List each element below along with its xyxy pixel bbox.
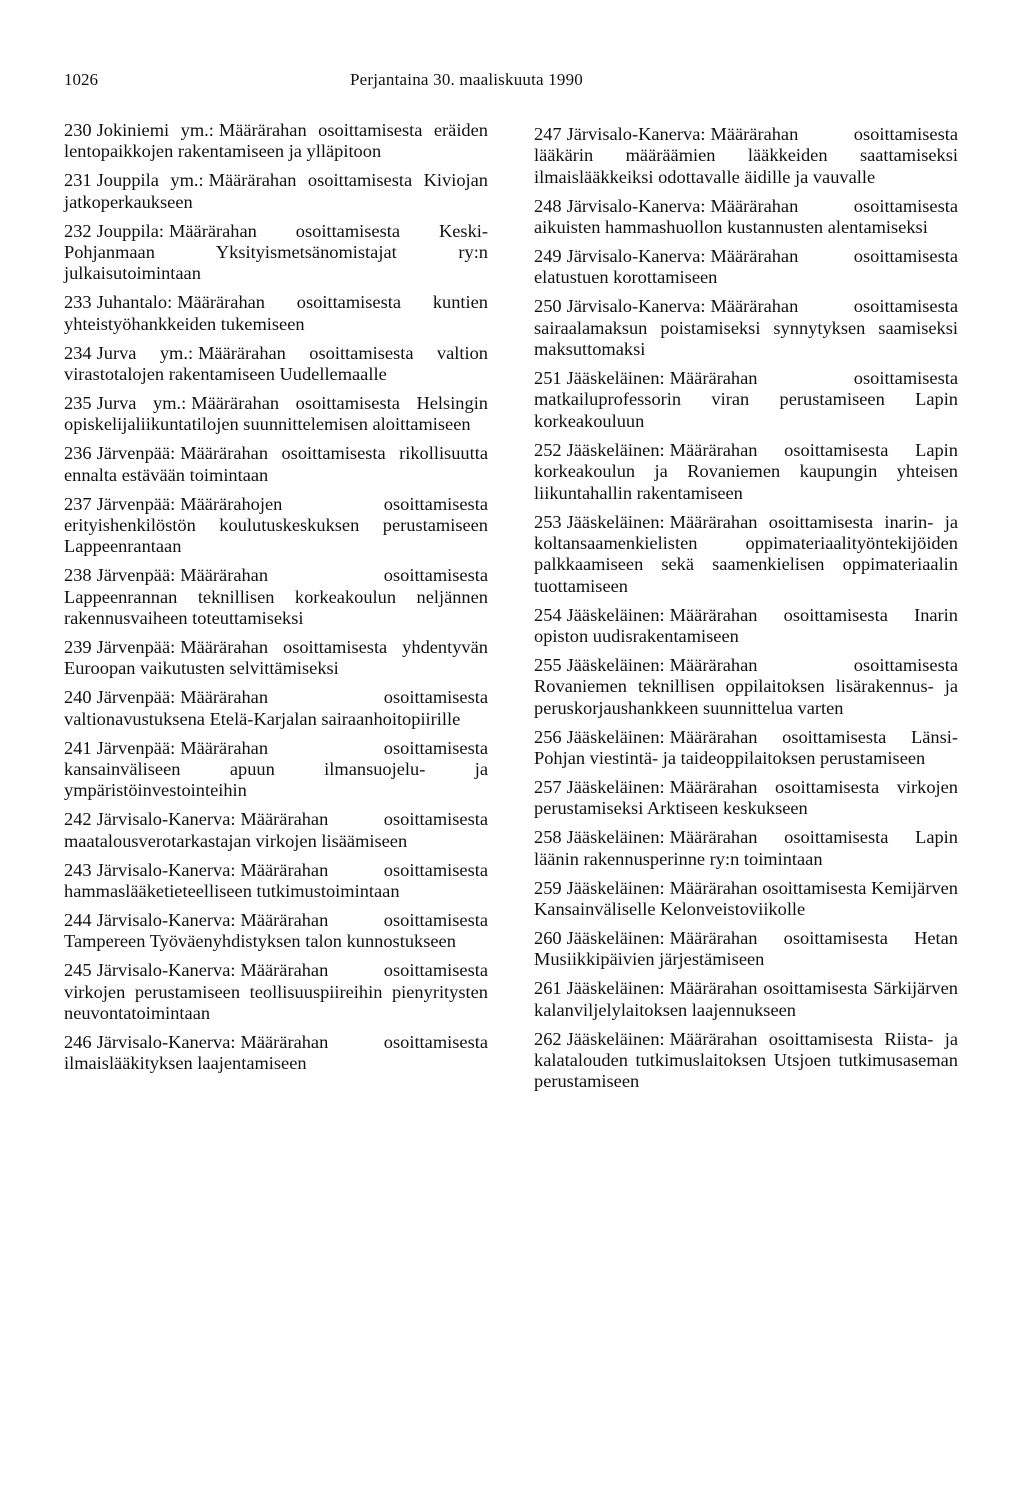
running-header xyxy=(64,68,624,92)
motion-number: 256 xyxy=(534,726,562,747)
motion-number: 255 xyxy=(534,654,562,675)
motion-title: Määrärahojen osoittamisesta erityishenkilöstön koulutuskeskuksen perustamiseen Lappeenrantaan xyxy=(64,493,488,557)
motion-entry xyxy=(534,512,958,598)
motion-title: Määrärahan osoittamisesta inarin- ja koltansaamenkielisten oppimateriaalityöntekijöiden palkkaamiseen sekä saamenkielisen oppimateriaalin tuottamiseen xyxy=(534,511,958,596)
motion-title: Määrärahan osoittamisesta ilmaislääkityksen laajentamiseen xyxy=(64,1032,488,1074)
motion-title: Määrärahan osoittamisesta lääkärin määräämien lääkkeiden saattamiseksi ilmaislääkkeiksi odottavalle äidille ja vauvalle xyxy=(534,124,958,187)
motion-title: Määrärahan osoittamisesta Länsi-Pohjan viestintä- ja taideoppilaitoksen perustamiseen xyxy=(534,726,958,769)
motion-number: 254 xyxy=(534,604,562,625)
motion-proposer: Jääskeläinen: xyxy=(566,1028,665,1049)
motion-entry xyxy=(534,878,958,921)
motion-title: Määrärahan osoittamisesta Kiviojan jatkoperkaukseen xyxy=(64,170,488,212)
motion-number: 241 xyxy=(64,737,92,758)
motion-title: Määrärahan osoittamisesta eräiden lentopaikkojen rakentamiseen ja ylläpitoon xyxy=(64,120,488,162)
motion-proposer: Jokiniemi ym.: xyxy=(96,120,214,140)
motion-title: Määrärahan osoittamisesta aikuisten hammashuollon kustannusten alentamiseksi xyxy=(534,195,958,238)
motion-entry xyxy=(64,1032,488,1075)
motion-entry xyxy=(534,827,958,870)
motion-number: 252 xyxy=(534,439,562,460)
motion-proposer: Järvisalo-Kanerva: xyxy=(566,246,706,267)
motion-number: 243 xyxy=(64,859,92,880)
motion-proposer: Järvisalo-Kanerva: xyxy=(96,1032,236,1053)
motion-entry xyxy=(534,246,958,289)
motion-proposer: Järvenpää: xyxy=(96,565,176,586)
motion-proposer: Järvisalo-Kanerva: xyxy=(566,195,706,216)
motion-entry xyxy=(64,221,488,285)
motion-number: 246 xyxy=(64,1032,92,1053)
motion-number: 231 xyxy=(64,170,92,191)
motion-proposer: Jääskeläinen: xyxy=(566,439,665,460)
motion-number: 237 xyxy=(64,493,92,514)
motion-title: Määrärahan osoittamisesta Kemijärven Kansainväliselle Kelonveistoviikolle xyxy=(534,877,958,919)
motion-entry xyxy=(64,860,488,903)
motion-proposer: Jääskeläinen: xyxy=(566,978,665,999)
motion-entry xyxy=(64,494,488,558)
motion-number: 247 xyxy=(534,124,562,144)
motion-proposer: Jääskeläinen: xyxy=(566,776,665,797)
motion-proposer: Järvisalo-Kanerva: xyxy=(96,859,236,880)
motion-number: 251 xyxy=(534,368,562,389)
motion-number: 260 xyxy=(534,927,562,948)
motion-number: 257 xyxy=(534,776,562,797)
motion-title: Määrärahan osoittamisesta Hetan Musiikkipäivien järjestämiseen xyxy=(534,927,958,970)
motion-proposer: Järvenpää: xyxy=(96,737,176,758)
motion-proposer: Jääskeläinen: xyxy=(566,827,665,848)
motion-number: 242 xyxy=(64,809,92,830)
motion-title: Määrärahan osoittamisesta hammaslääketieteelliseen tutkimustoimintaan xyxy=(64,859,488,902)
right-column xyxy=(534,124,958,1100)
motion-number: 258 xyxy=(534,827,562,848)
motion-proposer: Jouppila ym.: xyxy=(96,170,204,191)
motion-proposer: Jääskeläinen: xyxy=(566,726,665,747)
motion-proposer: Järvenpää: xyxy=(96,443,176,464)
motion-proposer: Juhantalo: xyxy=(96,292,173,313)
motion-title: Määrärahan osoittamisesta valtion virastotalojen rakentamiseen Uudellemaalle xyxy=(64,342,488,385)
header-date: Perjantaina 30. maaliskuuta 1990 xyxy=(350,70,584,89)
motion-title: Määrärahan osoittamisesta maatalousverotarkastajan virkojen lisäämiseen xyxy=(64,809,488,851)
page-number: 1026 xyxy=(64,70,98,89)
motion-entry xyxy=(64,565,488,629)
motion-proposer: Jouppila: xyxy=(96,220,165,241)
motion-proposer: Jääskeläinen: xyxy=(566,927,665,948)
motion-number: 250 xyxy=(534,296,562,317)
motion-entry xyxy=(534,727,958,770)
motion-proposer: Jääskeläinen: xyxy=(566,368,665,389)
motion-number: 262 xyxy=(534,1028,562,1049)
motion-entry xyxy=(534,978,958,1021)
motion-entry xyxy=(64,443,488,486)
motion-entry xyxy=(64,738,488,802)
motion-title: Määrärahan osoittamisesta virkojen perustamiseksi Arktiseen keskukseen xyxy=(534,776,958,819)
motion-entry xyxy=(534,196,958,239)
motion-entry xyxy=(64,960,488,1024)
motion-title: Määrärahan osoittamisesta rikollisuutta ennalta estävään toimintaan xyxy=(64,443,488,485)
motion-number: 236 xyxy=(64,443,92,464)
motion-entry xyxy=(64,292,488,335)
motion-entry xyxy=(64,809,488,852)
motion-title: Määrärahan osoittamisesta Särkijärven kalanviljelylaitoksen laajennukseen xyxy=(534,978,958,1020)
motion-number: 233 xyxy=(64,292,92,313)
motion-title: Määrärahan osoittamisesta kansainväliseen apuun ilmansuojelu- ja ympäristöinvestointeihin xyxy=(64,737,488,801)
motion-title: Määrärahan osoittamisesta Rovaniemen teknillisen oppilaitoksen lisärakennus- ja peruskorjaushankkeen suunnittelua varten xyxy=(534,654,958,718)
motion-entry xyxy=(64,637,488,680)
motion-proposer: Jurva ym.: xyxy=(96,392,187,413)
motion-entry xyxy=(64,343,488,386)
motion-entry xyxy=(534,1029,958,1093)
motion-entry xyxy=(534,368,958,432)
motion-number: 239 xyxy=(64,637,92,658)
motion-entry xyxy=(534,777,958,820)
motion-title: Määrärahan osoittamisesta elatustuen korottamiseen xyxy=(534,246,958,288)
left-column xyxy=(64,120,488,1082)
motion-entry xyxy=(534,655,958,719)
motion-title: Määrärahan osoittamisesta Inarin opiston uudisrakentamiseen xyxy=(534,604,958,647)
motion-entry xyxy=(64,170,488,213)
motion-title: Määrärahan osoittamisesta yhdentyvän Euroopan vaikutusten selvittämiseksi xyxy=(64,637,488,679)
motion-number: 259 xyxy=(534,877,562,898)
motion-number: 235 xyxy=(64,392,92,413)
motion-number: 245 xyxy=(64,960,92,981)
motion-entry xyxy=(64,910,488,953)
motion-number: 240 xyxy=(64,687,92,708)
motion-title: Määrärahan osoittamisesta Helsingin opiskelijaliikuntatilojen suunnittelemisen aloittamiseen xyxy=(64,392,488,435)
motion-proposer: Järvisalo-Kanerva: xyxy=(566,124,706,144)
motion-number: 253 xyxy=(534,511,562,532)
motion-number: 234 xyxy=(64,342,92,363)
motion-entry xyxy=(64,120,488,163)
motion-title: Määrärahan osoittamisesta kuntien yhteistyöhankkeiden tukemiseen xyxy=(64,292,488,334)
motion-number: 232 xyxy=(64,220,92,241)
motion-title: Määrärahan osoittamisesta valtionavustuksena Etelä-Karjalan sairaanhoitopiirille xyxy=(64,687,488,729)
motion-proposer: Järvisalo-Kanerva: xyxy=(566,296,706,317)
motion-entry xyxy=(534,605,958,648)
motion-proposer: Jurva ym.: xyxy=(96,342,194,363)
motion-title: Määrärahan osoittamisesta sairaalamaksun poistamiseksi synnytyksen saamiseksi maksuttomaksi xyxy=(534,296,958,360)
motion-proposer: Järvenpää: xyxy=(96,637,176,658)
motion-proposer: Järvenpää: xyxy=(96,493,176,514)
motion-title: Määrärahan osoittamisesta Lappeenrannan teknillisen korkeakoulun neljännen rakennusvaiheen toteuttamiseksi xyxy=(64,565,488,629)
motion-entry xyxy=(64,393,488,436)
motion-title: Määrärahan osoittamisesta Lapin korkeakoulun ja Rovaniemen kaupungin yhteisen liikuntahallin rakentamiseen xyxy=(534,439,958,503)
motion-title: Määrärahan osoittamisesta Tampereen Työväenyhdistyksen talon kunnostukseen xyxy=(64,910,488,952)
motion-entry xyxy=(534,440,958,504)
motion-entry xyxy=(64,687,488,730)
motion-number: 244 xyxy=(64,910,92,930)
motion-title: Määrärahan osoittamisesta matkailuprofessorin viran perustamiseen Lapin korkeakouluun xyxy=(534,368,958,431)
motion-title: Määrärahan osoittamisesta virkojen perustamiseen teollisuuspiireihin pienyritysten neuvontatoimintaan xyxy=(64,960,488,1024)
motion-number: 261 xyxy=(534,978,562,999)
motion-entry xyxy=(534,296,958,360)
motion-proposer: Järvisalo-Kanerva: xyxy=(96,910,236,930)
motion-proposer: Jääskeläinen: xyxy=(566,511,665,532)
motion-proposer: Järvisalo-Kanerva: xyxy=(96,809,236,830)
motion-number: 248 xyxy=(534,195,562,216)
motion-number: 249 xyxy=(534,246,562,267)
motion-title: Määrärahan osoittamisesta Keski-Pohjanmaan Yksityismetsänomistajat ry:n julkaisutoimintaan xyxy=(64,220,488,284)
motion-title: Määrärahan osoittamisesta Lapin läänin rakennusperinne ry:n toimintaan xyxy=(534,827,958,869)
motion-proposer: Järvisalo-Kanerva: xyxy=(96,960,236,981)
motion-proposer: Järvenpää: xyxy=(96,687,176,708)
motion-entry xyxy=(534,928,958,971)
motion-number: 230 xyxy=(64,120,92,140)
motion-entry xyxy=(534,124,958,188)
motion-number: 238 xyxy=(64,565,92,586)
motion-proposer: Jääskeläinen: xyxy=(566,654,665,675)
motion-proposer: Jääskeläinen: xyxy=(566,604,665,625)
motion-proposer: Jääskeläinen: xyxy=(566,877,665,898)
motion-title: Määrärahan osoittamisesta Riista- ja kalatalouden tutkimuslaitoksen Utsjoen tutkimusaseman perustamiseen xyxy=(534,1028,958,1092)
